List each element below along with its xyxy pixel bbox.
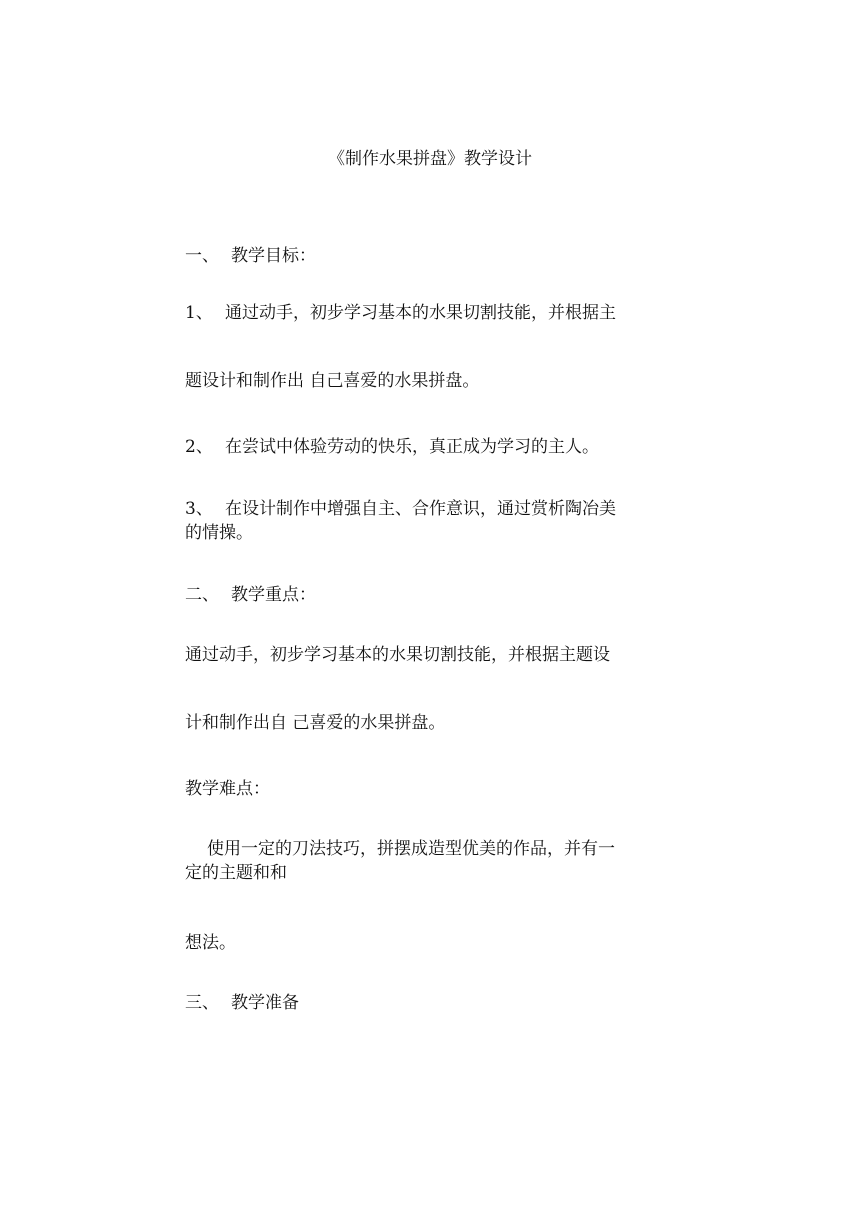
goal-1-line-1 [185, 302, 616, 324]
difficulty-line-1: 使用一定的刀法技巧，拼摆成造型优美的作品，并有一 [207, 839, 615, 859]
keypoint-line-1: 通过动手，初步学习基本的水果切割技能，并根据主题设 [185, 645, 610, 665]
section-heading-preparation [185, 992, 299, 1014]
goal-3-line-1 [185, 498, 616, 520]
section-title: 教学目标： [231, 246, 316, 266]
section-number: 二、 [185, 585, 219, 605]
section-number: 三、 [185, 993, 219, 1013]
section-heading-keypoints [185, 584, 316, 606]
section-heading-objectives [185, 245, 316, 267]
goal-3-line-2: 的情操。 [185, 523, 253, 543]
item-text: 在尝试中体验劳动的快乐，真正成为学习的主人。 [225, 437, 599, 457]
page-title: 《制作水果拼盘》教学设计 [328, 149, 532, 169]
section-title: 教学重点： [231, 585, 316, 605]
item-text: 通过动手，初步学习基本的水果切割技能，并根据主 [225, 303, 616, 323]
item-number: 3、 [185, 499, 213, 519]
item-number: 2、 [185, 437, 213, 457]
item-text: 在设计制作中增强自主、合作意识，通过赏析陶冶美 [225, 499, 616, 519]
difficulty-heading: 教学难点： [185, 779, 270, 799]
goal-2 [185, 436, 599, 458]
goal-1-line-2: 题设计和制作出 自己喜爱的水果拼盘。 [185, 371, 480, 391]
item-number: 1、 [185, 303, 213, 323]
difficulty-line-2: 定的主题和和 [185, 863, 287, 883]
keypoint-line-2: 计和制作出自 己喜爱的水果拼盘。 [185, 713, 446, 733]
difficulty-line-3: 想法。 [185, 933, 236, 953]
section-number: 一、 [185, 246, 219, 266]
section-title: 教学准备 [231, 993, 299, 1013]
